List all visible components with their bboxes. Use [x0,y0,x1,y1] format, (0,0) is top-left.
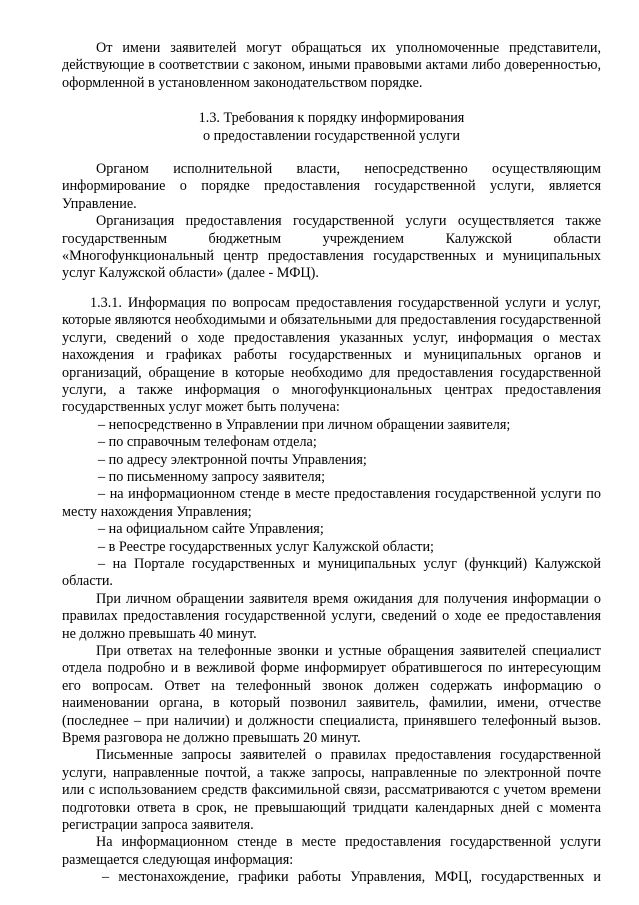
organization-paragraph: Организация предоставления государственной услуги осуществляется также государственным бюджетным учреждением Калужской области «Многофункциональный центр предоставления государственных и муниципальных услуг Калужской области» (далее - МФЦ). [62,213,601,282]
section-heading-line-1: 1.3. Требования к порядку информирования [198,110,465,127]
channel-item: – по адресу электронной почты Управления; [98,451,367,468]
spacer [62,283,601,295]
channel-item: – в Реестре государственных услуг Калужской области; [98,538,434,555]
stand-item-partial: – местонахождение, графики работы Управления, МФЦ, государственных и [102,869,601,886]
written-paragraph: Письменные запросы заявителей о правилах предоставления государственной услуги, направленные почтой, а также запросы, направленные по электронной почте или с использованием средств факсимильной связи, рассматриваются с учетом времени подготовки ответа в срок, не превышающий тридцати календарных дней с момента регистрации запроса заявителя. [62,747,601,834]
stand-paragraph: На информационном стенде в месте предоставления государственной услуги размещается следующая информация: [62,834,601,868]
section-heading-line-2: о предоставлении государственной услуги [203,127,460,144]
channel-item: – на официальном сайте Управления; [98,521,324,538]
organ-paragraph: Органом исполнительной власти, непосредственно осуществляющим информирование о порядке предоставления государственной услуги, является Управление. [62,161,601,212]
section-heading [62,110,601,145]
intro-paragraph: От имени заявителей могут обращаться их уполномоченные представители, действующие в соответствии с законом, иными правовыми актами либо доверенностью, оформленной в установленном законодательством порядке. [62,40,601,91]
phone-paragraph: При ответах на телефонные звонки и устные обращения заявителей специалист отдела подробно и в вежливой форме информирует обратившегося по интересующим его вопросам. Ответ на телефонный звонок должен содержать информацию о наименовании органа, в который позвонил заявитель, фамилии, имени, отчестве (последнее – при наличии) и должности специалиста, принявшего телефонный вызов. Время разговора не должно превышать 20 минут. [62,643,601,747]
channel-item: – по письменному запросу заявителя; [98,468,326,485]
channel-item: – по справочным телефонам отдела; [98,434,317,451]
channel-item: – непосредственно в Управлении при личном обращении заявителя; [98,416,511,433]
channel-item: – на информационном стенде в месте предоставления государственной услуги по месту нахождения Управления; [62,486,601,520]
channel-item: – на Портале государственных и муниципальных услуг (функций) Калужской области. [62,555,601,590]
waiting-paragraph: При личном обращении заявителя время ожидания для получения информации о правилах предоставления государственной услуги, сведений о ходе ее предоставления не должно превышать 40 минут. [62,590,601,642]
info-paragraph: 1.3.1. Информация по вопросам предоставления государственной услуги и услуг, которые являются необходимыми и обязательными для предоставления государственной услуги, сведений о ходе предоставления указанных услуг, информация о местах нахождения и графиках работы государственных и муниципальных органов и организаций, обращение в которые необходимо для предоставления государственной услуги, а также информация о многофункциональных центрах предоставления государственных услуг может быть получена: [62,294,601,416]
